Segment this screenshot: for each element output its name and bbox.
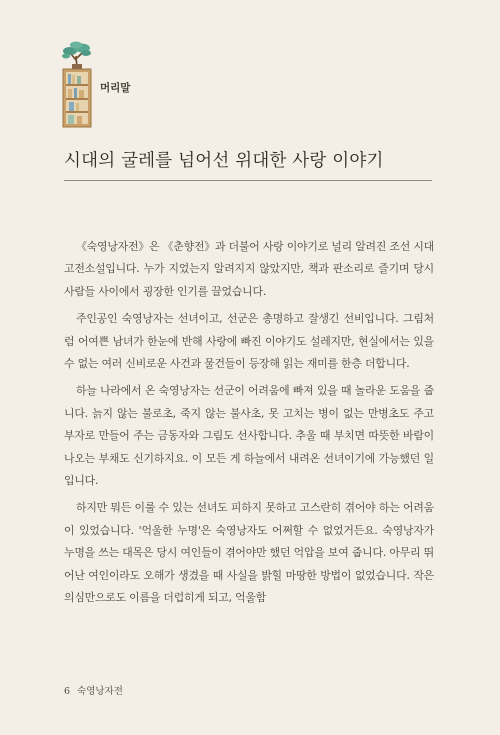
paragraph: 하지만 뭐든 이룰 수 있는 선녀도 피하지 못하고 고스란히 겪어야 하는 어려움이 있었습니다. '억울한 누명'은 숙영낭자도 어쩌할 수 없었거든요. 숙영낭자가 누명을 쓰는 대목은 당시 여인들이 겪어야만 했던 억압을 보여 줍니다. 아무리 뛰어난 여인이라도 오해가 생겼을 때 사실을 밝힐 마땅한 방법이 없었습니다. 작은 의심만으로도 이름을 더럽히게 되고, 억울함	[64, 501, 434, 605]
page-number: 6	[64, 686, 71, 697]
page-footer	[64, 683, 123, 697]
running-title: 숙영낭자전	[77, 686, 123, 697]
chapter-heading: 시대의 굴레를 넘어선 위대한 사랑 이야기	[64, 151, 384, 171]
heading-rule	[64, 180, 432, 181]
bookshelf-tree-icon	[60, 40, 94, 128]
paragraph: 《숙영낭자전》은 《춘향전》과 더불어 사랑 이야기로 널리 알려진 조선 시대 고전소설입니다. 누가 지었는지 알려지지 않았지만, 책과 판소리로 즐기며 당시 사람들 사이에서 굉장한 인기를 끌었습니다.	[64, 240, 434, 298]
body-text	[64, 236, 434, 615]
paragraph: 주인공인 숙영낭자는 선녀이고, 선군은 총명하고 잘생긴 선비입니다. 그림처럼 어여쁜 남녀가 한눈에 반해 사랑에 빠진 이야기도 설레지만, 현실에서는 있을 수 없는 여러 신비로운 사건과 물건들이 등장해 읽는 재미를 한층 더합니다.	[64, 312, 434, 371]
section-label: 머리말	[100, 82, 131, 94]
paragraph: 하늘 나라에서 온 숙영낭자는 선군이 어려움에 빠져 있을 때 놀라운 도움을 줍니다. 늙지 않는 불로초, 죽지 않는 불사초, 못 고치는 병이 없는 만병초도 주고 부자로 만들어 주는 금동자와 그림도 선사합니다. 추울 때 부치면 따뜻한 바람이 나오는 부채도 신기하지요. 이 모든 게 하늘에서 내려온 선녀이기에 가능했던 일입니다.	[64, 384, 434, 488]
